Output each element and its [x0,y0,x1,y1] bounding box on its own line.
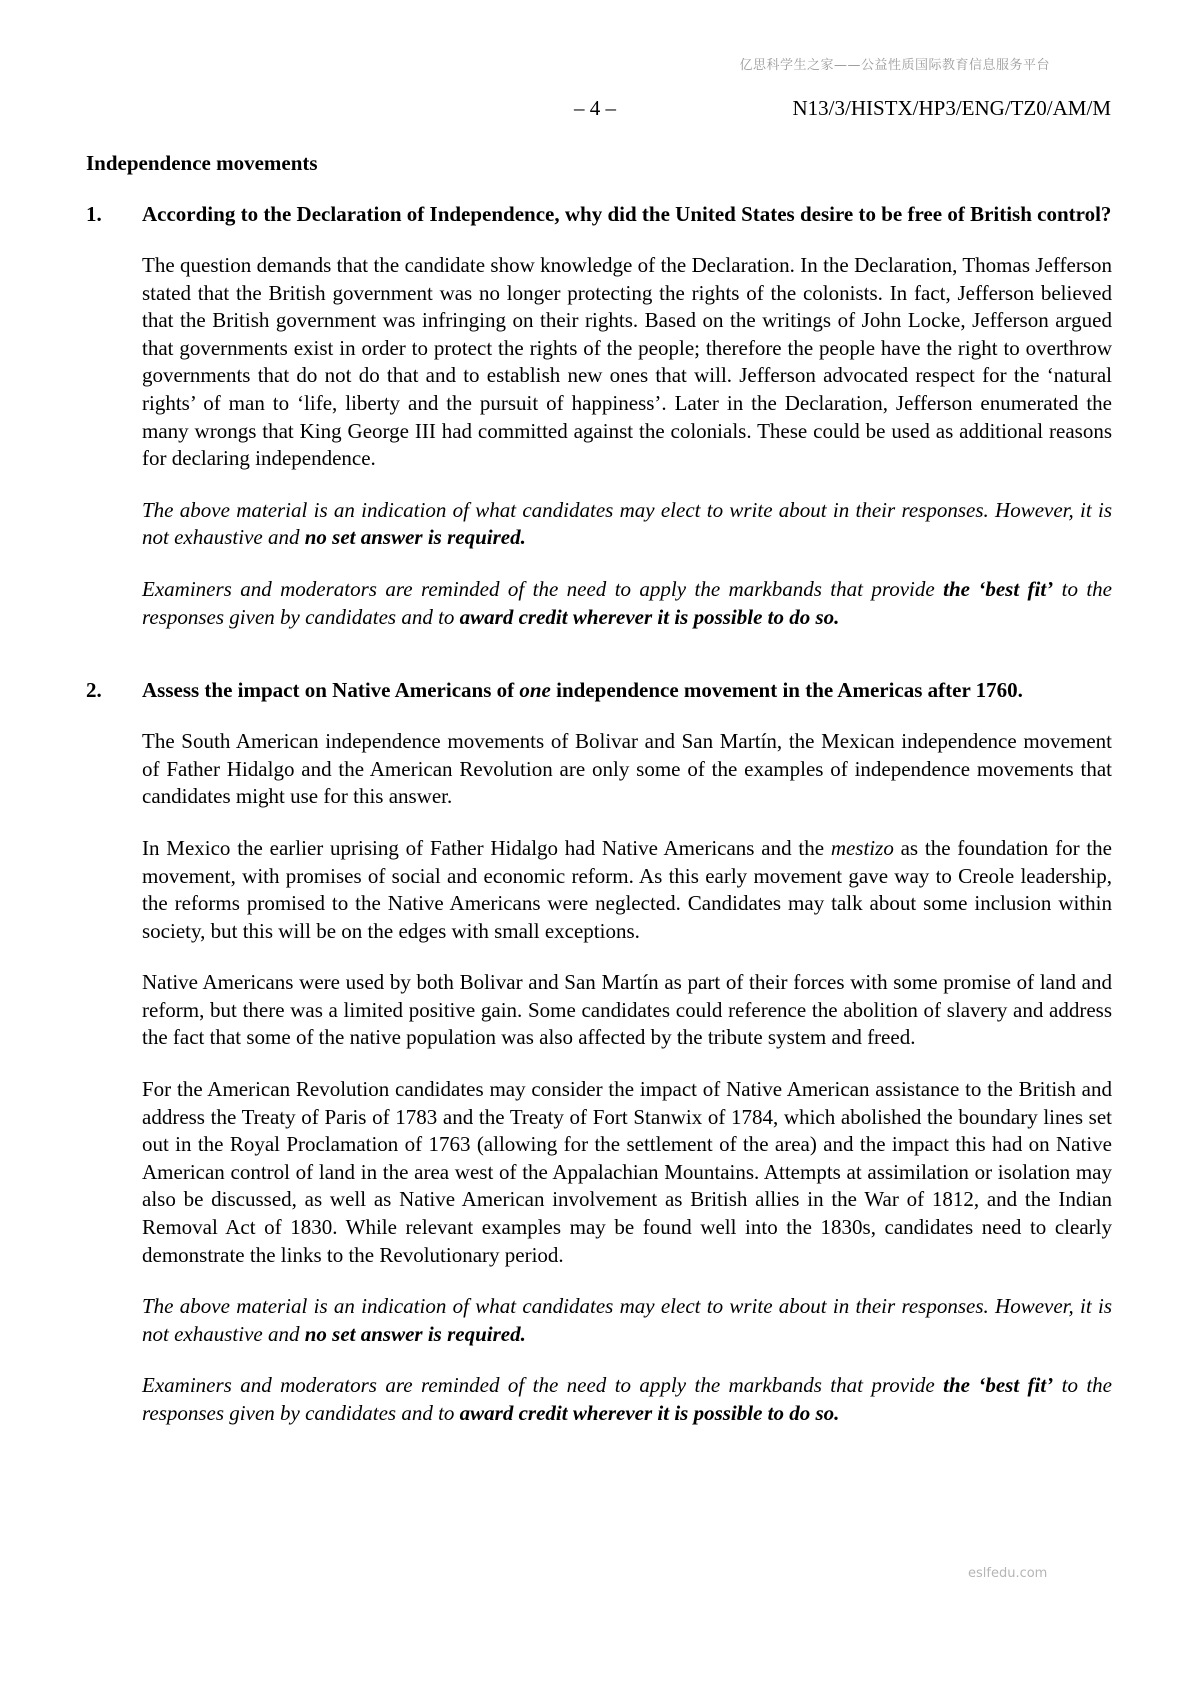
answer-paragraph: The South American independence movements of Bolivar and San Martín, the Mexican independence movement of Father Hidalgo and the American Revolution are only some of the examples of independence movements that candidates might use for this answer. [142,729,1112,809]
markband-note: Examiners and moderators are reminded of the need to apply the markbands that provide the ‘best fit’ to the responses given by candidates and to award credit wherever it is possible to do so. [142,576,1113,629]
indication-note: The above material is an indication of what candidates may elect to write about in their responses. However, it is not exhaustive and no set answer is required. [142,1294,1112,1346]
answer-paragraph: In Mexico the earlier uprising of Father Hidalgo had Native Americans and the mestizo as the foundation for the movement, with promises of social and economic reform. As this early movement gave way to Creole leadership, the reforms promised to the Native Americans were neglected. Candidates may talk about some inclusion within society, but this will be on the edges with small exceptions. [142,835,1113,943]
answer-paragraph: The question demands that the candidate show knowledge of the Declaration. In the Declaration, Thomas Jefferson stated that the British government was no longer protecting the rights of the colonists. In fact, Jefferson believed that the British government was infringing on their rights. Based on the writings of John Locke, Jefferson argued that governments exist in order to protect the rights of the people; therefore the people have the right to overthrow governments that do not do that and to establish new ones that will. Jefferson advocated respect for the ‘natural rights’ of man to ‘life, liberty and the pursuit of happiness’. Later in the Declaration, Jefferson enumerated the many wrongs that King George III had committed against the colonials. These could be used as additional reasons for declaring independence. [142,253,1112,471]
page-number: – 4 – [574,96,616,120]
answer-paragraph: Native Americans were used by both Bolivar and San Martín as part of their forces with some promise of land and reform, but there was a limited positive gain. Some candidates could reference the abolition of slavery and address the fact that some of the native population was also affected by the tribute system and freed. [142,970,1112,1050]
answer-paragraph: For the American Revolution candidates may consider the impact of Native American assistance to the British and address the Treaty of Paris of 1783 and the Treaty of Fort Stanwix of 1784, which abolished the boundary lines set out in the Royal Proclamation of 1763 (allowing for the settlement of the area) and the impact this had on Native American control of land in the area west of the Appalachian Mountains. Attempts at assimilation or isolation may also be discussed, as well as Native American involvement as British allies in the War of 1812, and the Indian Removal Act of 1830. While relevant examples may be found well into the 1830s, candidates need to clearly demonstrate the links to the Revolutionary period. [142,1077,1112,1267]
markband-note: Examiners and moderators are reminded of the need to apply the markbands that provide the ‘best fit’ to the responses given by candidates and to award credit wherever it is possible to do so. [142,1373,1113,1425]
watermark-top: 亿思科学生之家——公益性质国际教育信息服务平台 [739,58,1050,73]
document-code: N13/3/HISTX/HP3/ENG/TZ0/AM/M [792,96,1111,120]
question-number: 1. [86,202,102,226]
document-body [86,150,1112,1428]
question-2 [86,677,1112,1427]
question-title: Assess the impact on Native Americans of one independence movement in the Americas after 1760. [142,678,1023,703]
section-title: Independence movements [86,151,318,175]
question-1 [86,201,1112,631]
question-title: According to the Declaration of Independence, why did the United States desire to be free of British control? [142,202,1112,226]
page-header [0,96,1191,124]
indication-note: The above material is an indication of what candidates may elect to write about in their responses. However, it is not exhaustive and no set answer is required. [142,497,1112,550]
watermark-bottom: eslfedu.com [968,1566,1048,1581]
question-number: 2. [86,678,102,703]
